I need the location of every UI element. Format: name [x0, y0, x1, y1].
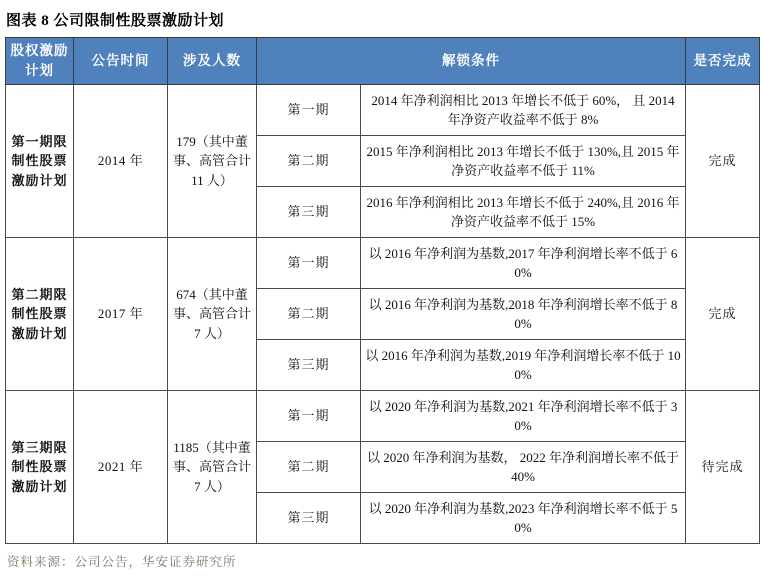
status-cell: 完成 — [686, 238, 760, 391]
phase-cell: 第一期 — [257, 85, 361, 136]
phase-cell: 第三期 — [257, 187, 361, 238]
date-cell: 2017 年 — [74, 238, 168, 391]
people-cell: 179（其中董事、高管合计 11 人） — [168, 85, 257, 238]
header-conditions: 解锁条件 — [257, 38, 686, 85]
condition-cell: 以 2020 年净利润为基数,2021 年净利润增长率不低于 30% — [361, 391, 686, 442]
phase-cell: 第二期 — [257, 442, 361, 493]
source-note: 资料来源：公司公告，华安证券研究所 — [7, 555, 237, 569]
header-status: 是否完成 — [686, 38, 760, 85]
phase-cell: 第一期 — [257, 238, 361, 289]
header-row — [6, 38, 760, 85]
plan-cell: 第二期限制性股票激励计划 — [6, 238, 74, 391]
plan-cell: 第三期限制性股票激励计划 — [6, 391, 74, 544]
phase-cell: 第三期 — [257, 493, 361, 544]
header-people: 涉及人数 — [168, 38, 257, 85]
phase-cell: 第二期 — [257, 289, 361, 340]
condition-cell: 以 2016 年净利润为基数,2018 年净利润增长率不低于 80% — [361, 289, 686, 340]
status-cell: 完成 — [686, 85, 760, 238]
header-plan: 股权激励计划 — [6, 38, 74, 85]
figure-title: 图表 8 公司限制性股票激励计划 — [6, 13, 225, 29]
header-date: 公告时间 — [74, 38, 168, 85]
table-row — [6, 238, 760, 289]
people-cell: 674（其中董事、高管合计 7 人） — [168, 238, 257, 391]
table-row — [6, 391, 760, 442]
phase-cell: 第二期 — [257, 136, 361, 187]
condition-cell: 以 2016 年净利润为基数,2017 年净利润增长率不低于 60% — [361, 238, 686, 289]
condition-cell: 以 2016 年净利润为基数,2019 年净利润增长率不低于 100% — [361, 340, 686, 391]
date-cell: 2014 年 — [74, 85, 168, 238]
plan-cell: 第一期限制性股票激励计划 — [6, 85, 74, 238]
condition-cell: 2014 年净利润相比 2013 年增长不低于 60%， 且 2014 年净资产收益率不低于 8% — [361, 85, 686, 136]
table-row — [6, 85, 760, 136]
people-cell: 1185（其中董事、高管合计 7 人） — [168, 391, 257, 544]
condition-cell: 2016 年净利润相比 2013 年增长不低于 240%,且 2016 年净资产收益率不低于 15% — [361, 187, 686, 238]
condition-cell: 以 2020 年净利润为基数,2023 年净利润增长率不低于 50% — [361, 493, 686, 544]
phase-cell: 第一期 — [257, 391, 361, 442]
incentive-plan-table — [5, 37, 760, 544]
phase-cell: 第三期 — [257, 340, 361, 391]
condition-cell: 以 2020 年净利润为基数， 2022 年净利润增长率不低于 40% — [361, 442, 686, 493]
condition-cell: 2015 年净利润相比 2013 年增长不低于 130%,且 2015 年净资产收益率不低于 11% — [361, 136, 686, 187]
status-cell: 待完成 — [686, 391, 760, 544]
date-cell: 2021 年 — [74, 391, 168, 544]
